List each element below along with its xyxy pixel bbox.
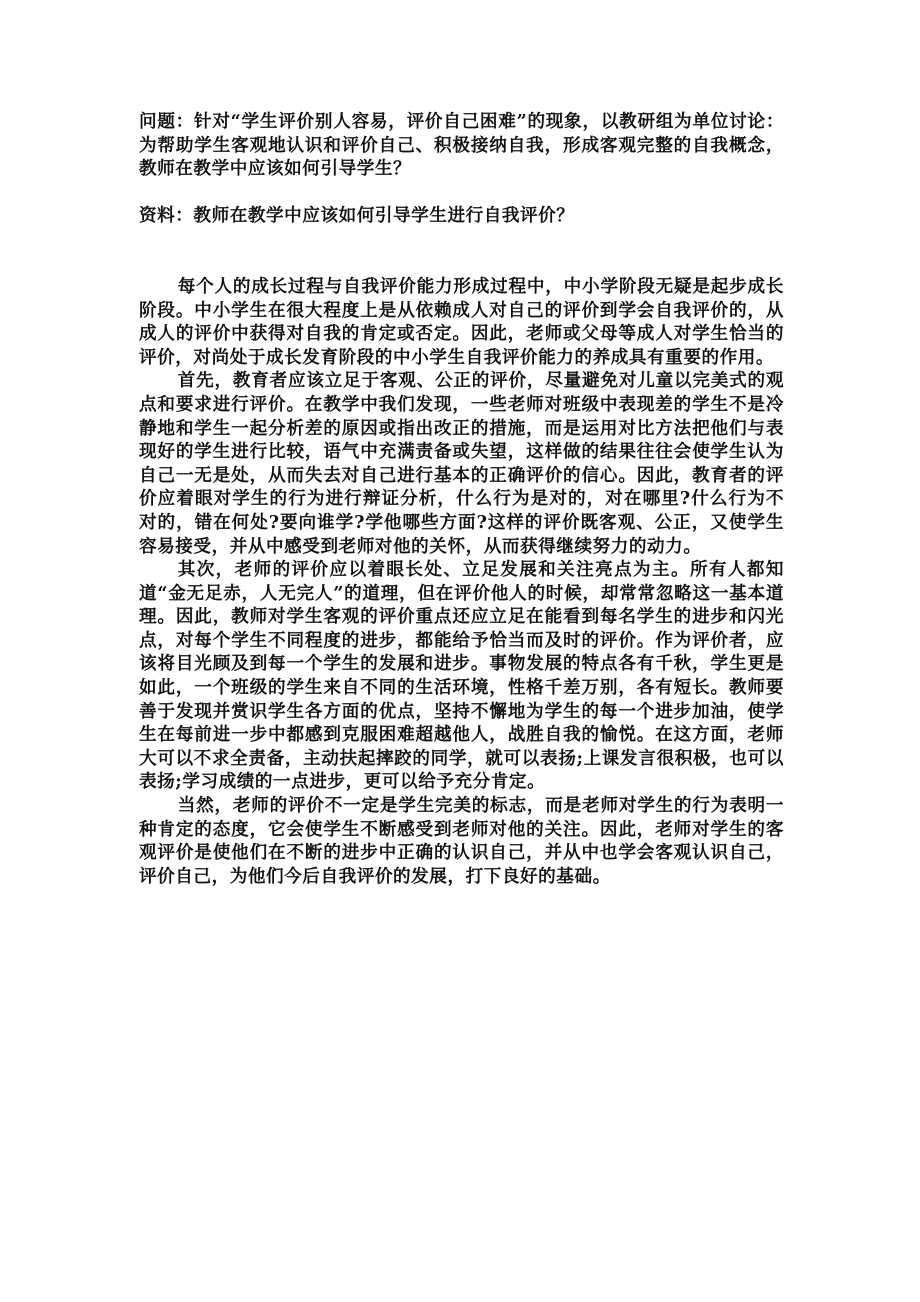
body-paragraph-1: 每个人的成长过程与自我评价能力形成过程中，中小学阶段无疑是起步成长阶段。中小学生在很大程度上是从依赖成人对自己的评价到学会自我评价的，从成人的评价中获得对自我的肯定或否定。因此，老师或父母等成人对学生恰当的评价，对尚处于成长发育阶段的中小学生自我评价能力的养成具有重要的作用。 [139,275,784,368]
body-paragraph-4: 当然，老师的评价不一定是学生完美的标志，而是老师对学生的行为表明一种肯定的态度，它会使学生不断感受到老师对他的关注。因此，老师对学生的客观评价是使他们在不断的进步中正确的认识自己，并从中也学会客观认识自己，评价自己，为他们今后自我评价的发展，打下良好的基础。 [139,795,784,887]
material-heading: 资料：教师在教学中应该如何引导学生进行自我评价？ [139,205,575,227]
body-paragraph-3: 其次，老师的评价应以着眼长处、立足发展和关注亮点为主。所有人都知道“金无足赤，人无完人”的道理，但在评价他人的时候，却常常忽略这一基本道理。因此，教师对学生客观的评价重点还应立足在能看到每名学生的进步和闪光点，对每个学生不同程度的进步，都能给予恰当而及时的评价。作为评价者，应该将目光顾及到每一个学生的发展和进步。事物发展的特点各有千秋，学生更是如此，一个班级的学生来自不同的生活环境，性格千差万别，各有短长。教师要善于发现并赏识学生各方面的优点，坚持不懈地为学生的每一个进步加油，使学生在每前进一步中都感到克服困难超越他人，战胜自我的愉悦。在这方面，老师大可以不求全责备，主动扶起摔跤的同学，就可以表扬;上课发言很积极，也可以表扬;学习成绩的一点进步，更可以给予充分肯定。 [139,559,784,793]
body-paragraph-2: 首先，教育者应该立足于客观、公正的评价，尽量避免对儿童以完美式的观点和要求进行评价。在教学中我们发现，一些老师对班级中表现差的学生不是冷静地和学生一起分析差的原因或指出改正的措施，而是运用对比方法把他们与表现好的学生进行比较，语气中充满责备或失望，这样做的结果往往会使学生认为自己一无是处，从而失去对自己进行基本的正确评价的信心。因此，教育者的评价应着眼对学生的行为进行辩证分析，什么行为是对的，对在哪里?什么行为不对的，错在何处?要向谁学?学他哪些方面?这样的评价既客观、公正，又使学生容易接受，并从中感受到老师对他的关怀，从而获得继续努力的动力。 [139,370,784,557]
question-paragraph: 问题：针对“学生评价别人容易，评价自己困难”的现象，以教研组为单位讨论：为帮助学生客观地认识和评价自己、积极接纳自我，形成客观完整的自我概念，教师在教学中应该如何引导学生？ [139,111,784,180]
document-body [139,110,784,888]
